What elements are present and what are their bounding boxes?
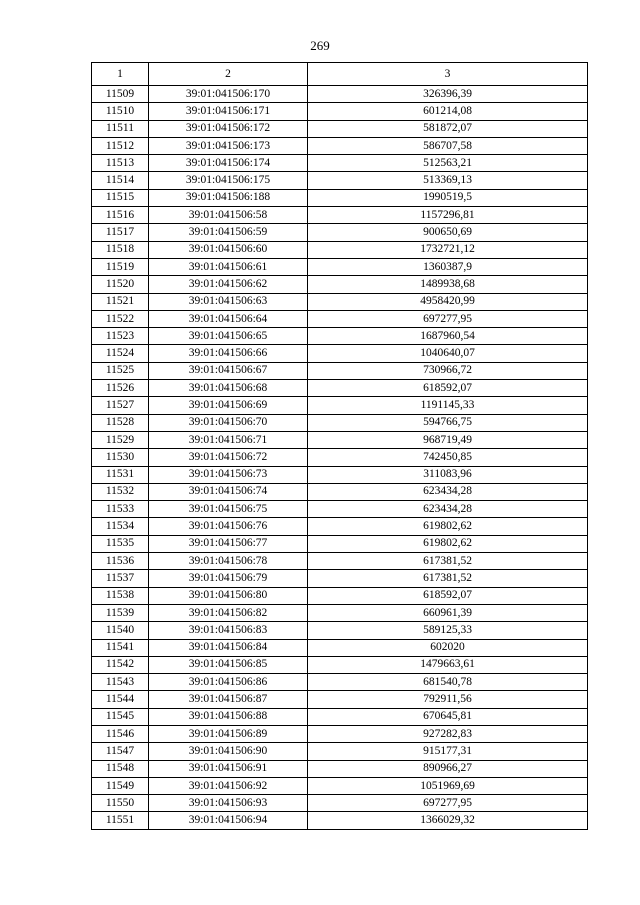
row-number-cell: 11530: [92, 449, 149, 466]
cadastral-number-cell: 39:01:041506:63: [149, 293, 308, 310]
cadastral-number-cell: 39:01:041506:64: [149, 310, 308, 327]
cadastral-number-cell: 39:01:041506:76: [149, 518, 308, 535]
table-row: [92, 397, 588, 414]
table-row: [92, 639, 588, 656]
cadastral-number-cell: 39:01:041506:65: [149, 328, 308, 345]
row-number-cell: 11522: [92, 310, 149, 327]
cadastral-value-cell: 513369,13: [308, 172, 588, 189]
cadastral-value-cell: 589125,33: [308, 622, 588, 639]
cadastral-number-cell: 39:01:041506:94: [149, 812, 308, 829]
cadastral-number-cell: 39:01:041506:89: [149, 725, 308, 742]
row-number-cell: 11529: [92, 431, 149, 448]
row-number-cell: 11537: [92, 570, 149, 587]
column-header-2: 2: [149, 63, 308, 86]
table-row: [92, 795, 588, 812]
row-number-cell: 11548: [92, 760, 149, 777]
cadastral-number-cell: 39:01:041506:91: [149, 760, 308, 777]
cadastral-value-cell: 915177,31: [308, 743, 588, 760]
cadastral-value-cell: 1990519,5: [308, 189, 588, 206]
page-number: 269: [310, 38, 330, 53]
table-row: [92, 570, 588, 587]
table-row: [92, 725, 588, 742]
row-number-cell: 11540: [92, 622, 149, 639]
cadastral-value-table: [91, 62, 588, 830]
table-row: [92, 743, 588, 760]
row-number-cell: 11535: [92, 535, 149, 552]
cadastral-value-cell: 660961,39: [308, 604, 588, 621]
cadastral-number-cell: 39:01:041506:90: [149, 743, 308, 760]
row-number-cell: 11520: [92, 276, 149, 293]
cadastral-value-cell: 681540,78: [308, 674, 588, 691]
cadastral-value-cell: 742450,85: [308, 449, 588, 466]
cadastral-value-cell: 311083,96: [308, 466, 588, 483]
table-row: [92, 431, 588, 448]
row-number-cell: 11532: [92, 483, 149, 500]
table-row: [92, 656, 588, 673]
cadastral-number-cell: 39:01:041506:77: [149, 535, 308, 552]
cadastral-value-cell: 618592,07: [308, 587, 588, 604]
cadastral-number-cell: 39:01:041506:87: [149, 691, 308, 708]
cadastral-value-cell: 623434,28: [308, 483, 588, 500]
table-header-row: [92, 63, 588, 86]
cadastral-number-cell: 39:01:041506:85: [149, 656, 308, 673]
row-number-cell: 11524: [92, 345, 149, 362]
cadastral-number-cell: 39:01:041506:88: [149, 708, 308, 725]
cadastral-value-cell: 697277,95: [308, 310, 588, 327]
cadastral-number-cell: 39:01:041506:92: [149, 777, 308, 794]
row-number-cell: 11542: [92, 656, 149, 673]
cadastral-number-cell: 39:01:041506:93: [149, 795, 308, 812]
cadastral-value-cell: 1687960,54: [308, 328, 588, 345]
cadastral-value-cell: 1479663,61: [308, 656, 588, 673]
row-number-cell: 11534: [92, 518, 149, 535]
table-body: [92, 86, 588, 830]
row-number-cell: 11511: [92, 120, 149, 137]
cadastral-value-cell: 512563,21: [308, 155, 588, 172]
row-number-cell: 11513: [92, 155, 149, 172]
cadastral-number-cell: 39:01:041506:69: [149, 397, 308, 414]
row-number-cell: 11528: [92, 414, 149, 431]
table-row: [92, 328, 588, 345]
row-number-cell: 11538: [92, 587, 149, 604]
cadastral-value-cell: 619802,62: [308, 535, 588, 552]
cadastral-number-cell: 39:01:041506:170: [149, 86, 308, 103]
row-number-cell: 11518: [92, 241, 149, 258]
cadastral-value-cell: 1489938,68: [308, 276, 588, 293]
column-header-1: 1: [92, 63, 149, 86]
table-row: [92, 483, 588, 500]
row-number-cell: 11515: [92, 189, 149, 206]
row-number-cell: 11547: [92, 743, 149, 760]
table-row: [92, 622, 588, 639]
row-number-cell: 11526: [92, 380, 149, 397]
table-row: [92, 103, 588, 120]
table-row: [92, 449, 588, 466]
row-number-cell: 11544: [92, 691, 149, 708]
cadastral-number-cell: 39:01:041506:171: [149, 103, 308, 120]
table-row: [92, 293, 588, 310]
cadastral-number-cell: 39:01:041506:188: [149, 189, 308, 206]
cadastral-number-cell: 39:01:041506:83: [149, 622, 308, 639]
cadastral-number-cell: 39:01:041506:84: [149, 639, 308, 656]
table-row: [92, 86, 588, 103]
cadastral-value-cell: 1366029,32: [308, 812, 588, 829]
cadastral-value-cell: 927282,83: [308, 725, 588, 742]
cadastral-value-cell: 617381,52: [308, 570, 588, 587]
table-row: [92, 120, 588, 137]
table-row: [92, 137, 588, 154]
cadastral-value-cell: 1040640,07: [308, 345, 588, 362]
row-number-cell: 11523: [92, 328, 149, 345]
cadastral-number-cell: 39:01:041506:73: [149, 466, 308, 483]
cadastral-number-cell: 39:01:041506:59: [149, 224, 308, 241]
cadastral-value-cell: 594766,75: [308, 414, 588, 431]
row-number-cell: 11536: [92, 553, 149, 570]
cadastral-value-cell: 586707,58: [308, 137, 588, 154]
table-row: [92, 224, 588, 241]
table-row: [92, 172, 588, 189]
table-row: [92, 380, 588, 397]
table-row: [92, 345, 588, 362]
row-number-cell: 11543: [92, 674, 149, 691]
cadastral-number-cell: 39:01:041506:70: [149, 414, 308, 431]
row-number-cell: 11512: [92, 137, 149, 154]
row-number-cell: 11509: [92, 86, 149, 103]
table-row: [92, 189, 588, 206]
cadastral-value-cell: 4958420,99: [308, 293, 588, 310]
cadastral-number-cell: 39:01:041506:68: [149, 380, 308, 397]
cadastral-number-cell: 39:01:041506:61: [149, 258, 308, 275]
table-row: [92, 553, 588, 570]
row-number-cell: 11541: [92, 639, 149, 656]
cadastral-number-cell: 39:01:041506:173: [149, 137, 308, 154]
table-row: [92, 276, 588, 293]
cadastral-value-cell: 697277,95: [308, 795, 588, 812]
cadastral-number-cell: 39:01:041506:175: [149, 172, 308, 189]
cadastral-value-cell: 900650,69: [308, 224, 588, 241]
cadastral-number-cell: 39:01:041506:80: [149, 587, 308, 604]
table-row: [92, 414, 588, 431]
cadastral-number-cell: 39:01:041506:174: [149, 155, 308, 172]
row-number-cell: 11525: [92, 362, 149, 379]
row-number-cell: 11527: [92, 397, 149, 414]
row-number-cell: 11510: [92, 103, 149, 120]
cadastral-value-cell: 581872,07: [308, 120, 588, 137]
row-number-cell: 11550: [92, 795, 149, 812]
cadastral-value-cell: 968719,49: [308, 431, 588, 448]
row-number-cell: 11517: [92, 224, 149, 241]
row-number-cell: 11549: [92, 777, 149, 794]
cadastral-number-cell: 39:01:041506:74: [149, 483, 308, 500]
cadastral-value-cell: 326396,39: [308, 86, 588, 103]
cadastral-number-cell: 39:01:041506:66: [149, 345, 308, 362]
cadastral-value-cell: 601214,08: [308, 103, 588, 120]
row-number-cell: 11521: [92, 293, 149, 310]
cadastral-value-cell: 1051969,69: [308, 777, 588, 794]
cadastral-value-cell: 1360387,9: [308, 258, 588, 275]
table-row: [92, 501, 588, 518]
cadastral-value-cell: 792911,56: [308, 691, 588, 708]
table-row: [92, 587, 588, 604]
cadastral-value-cell: 670645,81: [308, 708, 588, 725]
cadastral-number-cell: 39:01:041506:86: [149, 674, 308, 691]
table-row: [92, 241, 588, 258]
cadastral-value-cell: 619802,62: [308, 518, 588, 535]
row-number-cell: 11533: [92, 501, 149, 518]
table-row: [92, 760, 588, 777]
column-header-3: 3: [308, 63, 588, 86]
cadastral-number-cell: 39:01:041506:71: [149, 431, 308, 448]
cadastral-number-cell: 39:01:041506:78: [149, 553, 308, 570]
cadastral-number-cell: 39:01:041506:82: [149, 604, 308, 621]
cadastral-number-cell: 39:01:041506:67: [149, 362, 308, 379]
row-number-cell: 11519: [92, 258, 149, 275]
table-row: [92, 207, 588, 224]
table-row: [92, 518, 588, 535]
cadastral-number-cell: 39:01:041506:58: [149, 207, 308, 224]
cadastral-value-cell: 1157296,81: [308, 207, 588, 224]
row-number-cell: 11539: [92, 604, 149, 621]
row-number-cell: 11514: [92, 172, 149, 189]
row-number-cell: 11516: [92, 207, 149, 224]
table-row: [92, 362, 588, 379]
cadastral-number-cell: 39:01:041506:172: [149, 120, 308, 137]
table-row: [92, 535, 588, 552]
cadastral-value-cell: 617381,52: [308, 553, 588, 570]
row-number-cell: 11551: [92, 812, 149, 829]
row-number-cell: 11545: [92, 708, 149, 725]
table-row: [92, 777, 588, 794]
cadastral-number-cell: 39:01:041506:75: [149, 501, 308, 518]
cadastral-number-cell: 39:01:041506:62: [149, 276, 308, 293]
table-row: [92, 604, 588, 621]
cadastral-value-cell: 1732721,12: [308, 241, 588, 258]
table-row: [92, 708, 588, 725]
table-row: [92, 812, 588, 829]
cadastral-value-cell: 890966,27: [308, 760, 588, 777]
row-number-cell: 11546: [92, 725, 149, 742]
table-row: [92, 310, 588, 327]
table-row: [92, 691, 588, 708]
cadastral-value-cell: 623434,28: [308, 501, 588, 518]
row-number-cell: 11531: [92, 466, 149, 483]
cadastral-value-cell: 618592,07: [308, 380, 588, 397]
cadastral-value-cell: 1191145,33: [308, 397, 588, 414]
cadastral-number-cell: 39:01:041506:72: [149, 449, 308, 466]
table-row: [92, 674, 588, 691]
cadastral-number-cell: 39:01:041506:60: [149, 241, 308, 258]
table-row: [92, 155, 588, 172]
cadastral-value-cell: 730966,72: [308, 362, 588, 379]
table-row: [92, 466, 588, 483]
table-row: [92, 258, 588, 275]
cadastral-number-cell: 39:01:041506:79: [149, 570, 308, 587]
cadastral-value-cell: 602020: [308, 639, 588, 656]
